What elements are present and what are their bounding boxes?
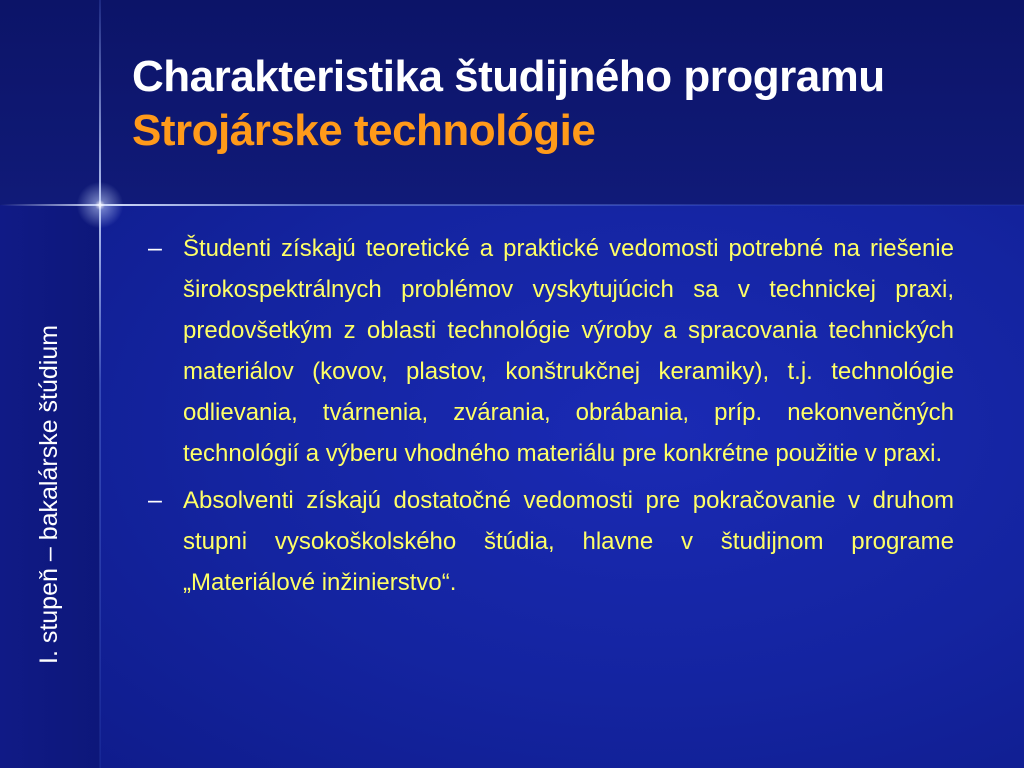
bullet-text: Študenti získajú teoretické a praktické vedomosti potrebné na riešenie širokospektrálnych problémov vyskytujúcich sa v technickej praxi, predovšetkým z oblasti technológie výroby a spracovania technických materiálov (kovov, plastov, konštrukčnej keramiky), t.j. technológie odlievania, tvárnenia, zvárania, obrábania, príp. nekonvenčných technológií a výberu vhodného materiálu pre konkrétne použitie v praxi. xyxy=(183,235,954,467)
sparkle-icon xyxy=(70,175,130,235)
bullet-dash: – xyxy=(148,234,162,262)
bullet-list xyxy=(148,228,954,609)
horizontal-divider xyxy=(0,204,1024,206)
title-line-1: Charakteristika študijného programu xyxy=(132,52,885,101)
list-item xyxy=(148,480,954,603)
side-label: I. stupeň – bakalárske štúdium xyxy=(35,324,63,664)
bullet-text: Absolventi získajú dostatočné vedomosti pre pokračovanie v druhom stupni vysokoškolského štúdia, hlavne v študijnom programe „Materiálové inžinierstvo“. xyxy=(183,487,954,596)
title-line-2: Strojárske technológie xyxy=(132,106,596,155)
vertical-divider xyxy=(99,0,101,768)
bullet-dash: – xyxy=(148,486,162,514)
list-item xyxy=(148,228,954,474)
slide-title xyxy=(132,50,992,158)
